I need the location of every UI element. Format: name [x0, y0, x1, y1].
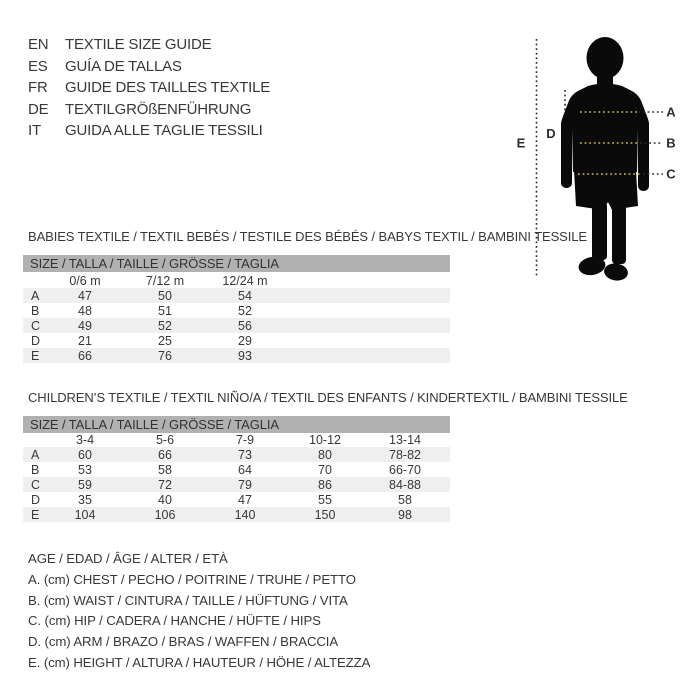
legend-item: E. (cm) HEIGHT / ALTURA / HAUTEUR / HÖHE / ALTEZZA [28, 654, 371, 670]
cell: 84-88 [389, 477, 421, 492]
cell: 66-70 [389, 462, 421, 477]
language-row [28, 99, 270, 121]
cell: 47 [238, 492, 252, 507]
cell: 51 [158, 303, 172, 318]
babies-section-title: BABIES TEXTILE / TEXTIL BEBÉS / TESTILE DES BÉBÉS / BABYS TEXTIL / BAMBINI TESSILE [28, 229, 587, 244]
language-label: GUIDE DES TAILLES TEXTILE [65, 79, 271, 96]
row-label: D [31, 492, 41, 507]
language-code: IT [28, 122, 41, 139]
table-row [23, 492, 450, 507]
cell: 60 [78, 447, 92, 462]
language-list [28, 34, 270, 142]
column-header: 12/24 m [222, 273, 268, 288]
table-row [23, 477, 450, 492]
cell: 58 [398, 492, 412, 507]
cell: 70 [318, 462, 332, 477]
table-row [23, 348, 450, 363]
column-header: 13-14 [389, 432, 421, 447]
babies-columns-row [23, 273, 450, 288]
child-silhouette-diagram [500, 20, 700, 290]
cell: 55 [318, 492, 332, 507]
column-header: 10-12 [309, 432, 341, 447]
table-row [23, 462, 450, 477]
column-header: 5-6 [155, 432, 175, 447]
babies-size-table [23, 273, 450, 363]
row-label: A [31, 288, 40, 303]
cell: 73 [238, 447, 252, 462]
cell: 54 [238, 288, 252, 303]
language-label: GUÍA DE TALLAS [65, 57, 182, 75]
legend-age-line: AGE / EDAD / ÂGE / ALTER / ETÀ [28, 551, 228, 566]
cell: 58 [158, 462, 172, 477]
table-row [23, 288, 450, 303]
cell: 48 [78, 303, 92, 318]
cell: 93 [238, 348, 252, 363]
legend-item: B. (cm) WAIST / CINTURA / TAILLE / HÜFTUNG / VITA [28, 592, 348, 608]
cell: 72 [158, 477, 172, 492]
cell: 140 [234, 507, 256, 522]
cell: 150 [314, 507, 336, 522]
cell: 59 [78, 477, 92, 492]
cell: 53 [78, 462, 92, 477]
column-header: 7-9 [235, 432, 255, 447]
label-b: B [666, 135, 676, 151]
cell: 21 [78, 333, 92, 348]
column-header: 0/6 m [69, 273, 101, 288]
cell: 78-82 [389, 447, 421, 462]
legend-item: A. (cm) CHEST / PECHO / POITRINE / TRUHE / PETTO [28, 571, 356, 587]
cell: 52 [158, 318, 172, 333]
children-columns-row [23, 432, 450, 447]
row-label: E [31, 348, 40, 363]
language-code: DE [28, 100, 49, 118]
language-label: TEXTILGRÖßENFÜHRUNG [65, 100, 252, 118]
row-label: C [31, 477, 41, 492]
cell: 35 [78, 492, 92, 507]
cell: 76 [158, 348, 172, 363]
language-code: EN [28, 36, 49, 53]
cell: 56 [238, 318, 252, 333]
cell: 66 [158, 447, 172, 462]
label-c: C [666, 166, 676, 182]
cell: 47 [78, 288, 92, 303]
row-label: B [31, 462, 40, 477]
language-row [28, 34, 270, 56]
table-row [23, 333, 450, 348]
cell: 80 [318, 447, 332, 462]
table-row [23, 303, 450, 318]
cell: 104 [74, 507, 96, 522]
measurement-legend [28, 549, 370, 674]
legend-item: C. (cm) HIP / CADERA / HANCHE / HÜFTE / HIPS [28, 613, 321, 629]
language-label: GUIDA ALLE TAGLIE TESSILI [65, 122, 263, 139]
column-header: 3-4 [75, 432, 95, 447]
cell: 98 [398, 507, 412, 522]
column-header: 7/12 m [145, 273, 185, 288]
table-row [23, 507, 450, 522]
row-label: A [31, 447, 40, 462]
children-section-title: CHILDREN’S TEXTILE / TEXTIL NIÑO/A / TEXTIL DES ENFANTS / KINDERTEXTIL / BAMBINI TESSILE [28, 390, 628, 405]
row-label: D [31, 333, 41, 348]
language-label: TEXTILE SIZE GUIDE [65, 36, 212, 53]
cell: 79 [238, 477, 252, 492]
child-silhouette [561, 37, 649, 282]
cell: 40 [158, 492, 172, 507]
cell: 64 [238, 462, 252, 477]
cell: 49 [78, 318, 92, 333]
table-row [23, 318, 450, 333]
cell: 50 [158, 288, 172, 303]
language-code: FR [28, 79, 48, 96]
table-row [23, 447, 450, 462]
language-row [28, 77, 270, 99]
cell: 66 [78, 348, 92, 363]
label-d: D [546, 126, 556, 141]
babies-size-header-bar: SIZE / TALLA / TAILLE / GRÖSSE / TAGLIA [23, 255, 450, 272]
legend-item: D. (cm) ARM / BRAZO / BRAS / WAFFEN / BRACCIA [28, 634, 339, 650]
children-size-header-bar: SIZE / TALLA / TAILLE / GRÖSSE / TAGLIA [23, 416, 450, 433]
cell: 25 [158, 333, 172, 348]
label-a: A [666, 104, 676, 120]
row-label: B [31, 303, 40, 318]
cell: 86 [318, 477, 332, 492]
cell: 106 [154, 507, 176, 522]
cell: 52 [238, 303, 252, 318]
cell: 29 [238, 333, 252, 348]
row-label: C [31, 318, 41, 333]
children-size-table [23, 432, 450, 522]
language-row [28, 120, 270, 142]
row-label: E [31, 507, 40, 522]
label-e: E [516, 135, 526, 151]
language-row [28, 56, 270, 78]
language-code: ES [28, 57, 48, 75]
